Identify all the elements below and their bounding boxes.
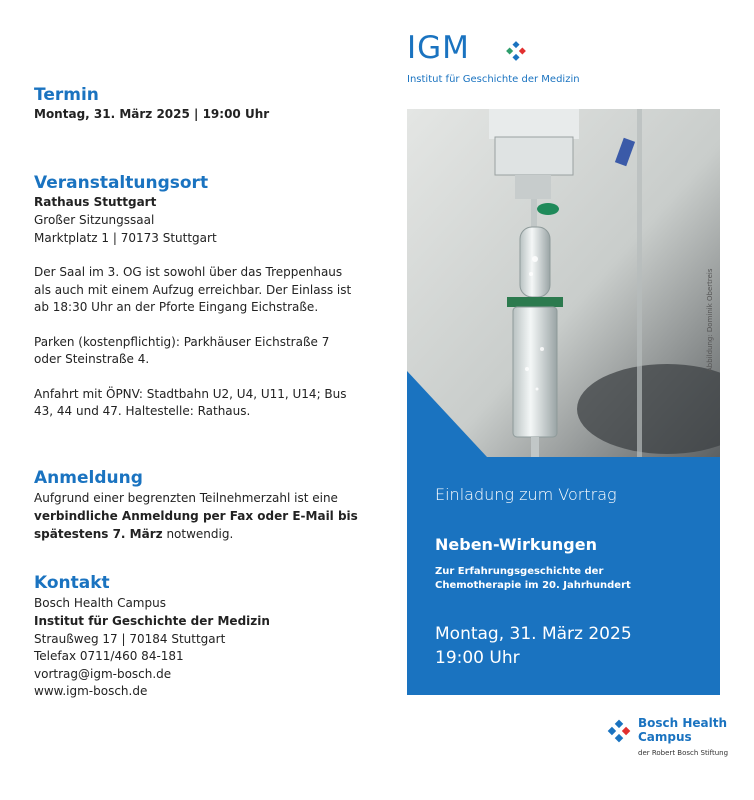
ort-parking-line1: Parken (kostenpflichtig): Parkhäuser Eichstraße 7	[34, 335, 330, 349]
ort-access-line3: ab 18:30 Uhr an der Pforte Eingang Eichstraße.	[34, 300, 319, 314]
igm-logo	[407, 30, 607, 90]
termin-date: Montag, 31. März 2025 | 19:00 Uhr	[34, 107, 270, 121]
ort-parking-line2: oder Steinstraße 4.	[34, 352, 150, 366]
talk-date: Montag, 31. März 2025	[435, 624, 632, 644]
ort-access-line2: als auch mit einem Aufzug erreichbar. Der Einlass ist	[34, 283, 352, 297]
talk-time: 19:00 Uhr	[435, 648, 520, 668]
igm-diamond-icon	[501, 36, 531, 66]
invitation-label: Einladung zum Vortrag	[435, 485, 617, 504]
anmeldung-line2: verbindliche Anmeldung per Fax oder E-Mail bis	[34, 509, 358, 523]
ort-heading: Veranstaltungsort	[34, 173, 209, 193]
ort-transit-line1: Anfahrt mit ÖPNV: Stadtbahn U2, U4, U11, U14; Bus	[34, 387, 347, 401]
igm-logo-text: IGM	[407, 30, 470, 66]
kontakt-address: Straußweg 17 | 70184 Stuttgart	[34, 632, 226, 646]
photo-credit: Abbildung: Dominik Obertreis	[706, 268, 714, 372]
iv-drip-photo	[407, 109, 720, 457]
bhc-title-line1: Bosch Health	[638, 716, 728, 730]
bhc-subtitle: der Robert Bosch Stiftung	[638, 749, 729, 757]
kontakt-web[interactable]: www.igm-bosch.de	[34, 684, 148, 698]
talk-title: Neben-Wirkungen	[435, 535, 597, 554]
kontakt-org: Bosch Health Campus	[34, 596, 166, 610]
termin-heading: Termin	[34, 85, 99, 105]
bhc-title-line2: Campus	[638, 730, 692, 744]
ort-access-line1: Der Saal im 3. OG ist sowohl über das Treppenhaus	[34, 265, 343, 279]
kontakt-institute: Institut für Geschichte der Medizin	[34, 614, 270, 628]
talk-datetime	[435, 622, 632, 670]
igm-logo-subtitle: Institut für Geschichte der Medizin	[407, 74, 580, 85]
anmeldung-line3	[34, 525, 233, 543]
bhc-diamond-icon	[604, 716, 634, 746]
bhc-title	[638, 716, 727, 744]
kontakt-fax: Telefax 0711/460 84-181	[34, 649, 184, 663]
invitation-panel	[407, 457, 720, 695]
kontakt-heading: Kontakt	[34, 573, 110, 593]
kontakt-email[interactable]: vortrag@igm-bosch.de	[34, 667, 172, 681]
talk-subtitle	[435, 565, 695, 593]
bosch-health-campus-logo	[604, 716, 744, 766]
anmeldung-line1: Aufgrund einer begrenzten Teilnehmerzahl ist eine	[34, 491, 338, 505]
anmeldung-line3-rest: notwendig.	[162, 527, 234, 541]
talk-subtitle-line1: Zur Erfahrungsgeschichte der	[435, 566, 604, 577]
ort-address: Marktplatz 1 | 70173 Stuttgart	[34, 231, 217, 245]
ort-transit-line2: 43, 44 und 47. Haltestelle: Rathaus.	[34, 404, 251, 418]
anmeldung-heading: Anmeldung	[34, 468, 143, 488]
ort-room: Großer Sitzungssaal	[34, 213, 155, 227]
ort-name: Rathaus Stuttgart	[34, 195, 157, 209]
talk-subtitle-line2: Chemotherapie im 20. Jahrhundert	[435, 580, 631, 591]
anmeldung-deadline: spätestens 7. März	[34, 527, 163, 541]
